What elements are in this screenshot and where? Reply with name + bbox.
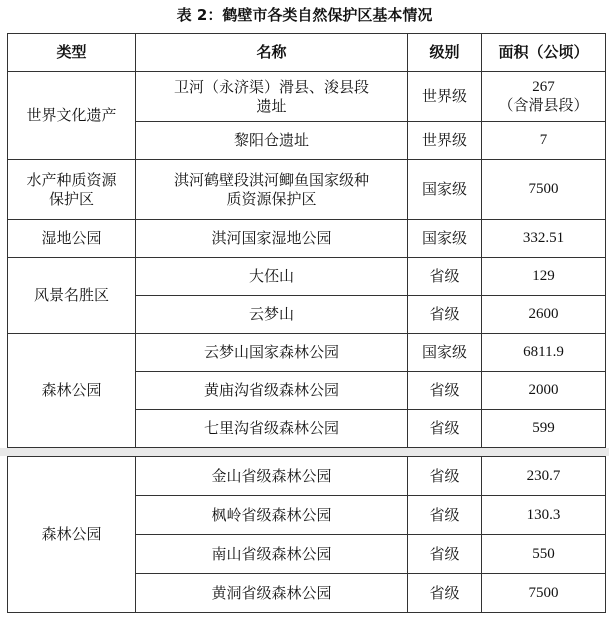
type-cell: 森林公园 bbox=[8, 457, 136, 613]
area-cell: 7 bbox=[482, 122, 606, 160]
type-line: 水产种质资源 bbox=[26, 170, 117, 189]
type-cell: 风景名胜区 bbox=[8, 258, 136, 334]
protected-areas-table bbox=[7, 33, 606, 448]
level-cell: 省级 bbox=[408, 372, 482, 410]
name-line: 质资源保护区 bbox=[226, 189, 317, 208]
name-cell: 南山省级森林公园 bbox=[136, 535, 408, 574]
name-line: 遗址 bbox=[256, 96, 287, 115]
area-cell: 129 bbox=[482, 258, 606, 296]
type-line: 保护区 bbox=[48, 189, 94, 208]
type-cell bbox=[8, 160, 136, 220]
header-type: 类型 bbox=[8, 34, 136, 72]
table-row bbox=[8, 258, 606, 296]
table-row bbox=[8, 334, 606, 372]
level-cell: 世界级 bbox=[408, 122, 482, 160]
type-cell: 森林公园 bbox=[8, 334, 136, 448]
level-cell: 省级 bbox=[408, 410, 482, 448]
table-row bbox=[8, 160, 606, 220]
name-cell bbox=[136, 72, 408, 122]
table-caption: 表 2：鹤壁市各类自然保护区基本情况 bbox=[176, 6, 433, 24]
name-cell: 淇河国家湿地公园 bbox=[136, 220, 408, 258]
name-cell: 七里沟省级森林公园 bbox=[136, 410, 408, 448]
table-row bbox=[8, 72, 606, 122]
level-cell: 国家级 bbox=[408, 334, 482, 372]
area-cell: 2000 bbox=[482, 372, 606, 410]
level-cell: 省级 bbox=[408, 574, 482, 613]
type-cell: 世界文化遗产 bbox=[8, 72, 136, 160]
area-cell: 7500 bbox=[482, 160, 606, 220]
name-cell: 云梦山国家森林公园 bbox=[136, 334, 408, 372]
level-cell: 世界级 bbox=[408, 72, 482, 122]
table-row bbox=[8, 457, 606, 496]
protected-areas-table-continued bbox=[7, 456, 606, 613]
page-break-divider bbox=[0, 448, 609, 456]
area-line: 267 bbox=[532, 78, 555, 95]
area-cell bbox=[482, 72, 606, 122]
header-level: 级别 bbox=[408, 34, 482, 72]
type-cell: 湿地公园 bbox=[8, 220, 136, 258]
name-cell: 云梦山 bbox=[136, 296, 408, 334]
name-line: 淇河鹤壁段淇河鲫鱼国家级种 bbox=[173, 170, 369, 189]
name-cell: 黎阳仓遗址 bbox=[136, 122, 408, 160]
level-cell: 省级 bbox=[408, 258, 482, 296]
name-cell: 大伾山 bbox=[136, 258, 408, 296]
level-cell: 国家级 bbox=[408, 160, 482, 220]
area-cell: 130.3 bbox=[482, 496, 606, 535]
header-area: 面积（公顷） bbox=[482, 34, 606, 72]
name-cell: 金山省级森林公园 bbox=[136, 457, 408, 496]
header-name: 名称 bbox=[136, 34, 408, 72]
name-cell: 枫岭省级森林公园 bbox=[136, 496, 408, 535]
level-cell: 省级 bbox=[408, 535, 482, 574]
area-cell: 230.7 bbox=[482, 457, 606, 496]
name-cell: 黄洞省级森林公园 bbox=[136, 574, 408, 613]
level-cell: 省级 bbox=[408, 457, 482, 496]
area-note: （含滑县段） bbox=[498, 97, 589, 114]
name-line: 卫河（永济渠）滑县、浚县段 bbox=[173, 77, 369, 96]
area-cell: 2600 bbox=[482, 296, 606, 334]
area-cell: 599 bbox=[482, 410, 606, 448]
area-cell: 332.51 bbox=[482, 220, 606, 258]
level-cell: 省级 bbox=[408, 296, 482, 334]
table-row bbox=[8, 220, 606, 258]
name-cell: 黄庙沟省级森林公园 bbox=[136, 372, 408, 410]
table-header-row bbox=[8, 34, 606, 72]
area-cell: 550 bbox=[482, 535, 606, 574]
area-cell: 7500 bbox=[482, 574, 606, 613]
name-cell bbox=[136, 160, 408, 220]
area-cell: 6811.9 bbox=[482, 334, 606, 372]
level-cell: 国家级 bbox=[408, 220, 482, 258]
level-cell: 省级 bbox=[408, 496, 482, 535]
